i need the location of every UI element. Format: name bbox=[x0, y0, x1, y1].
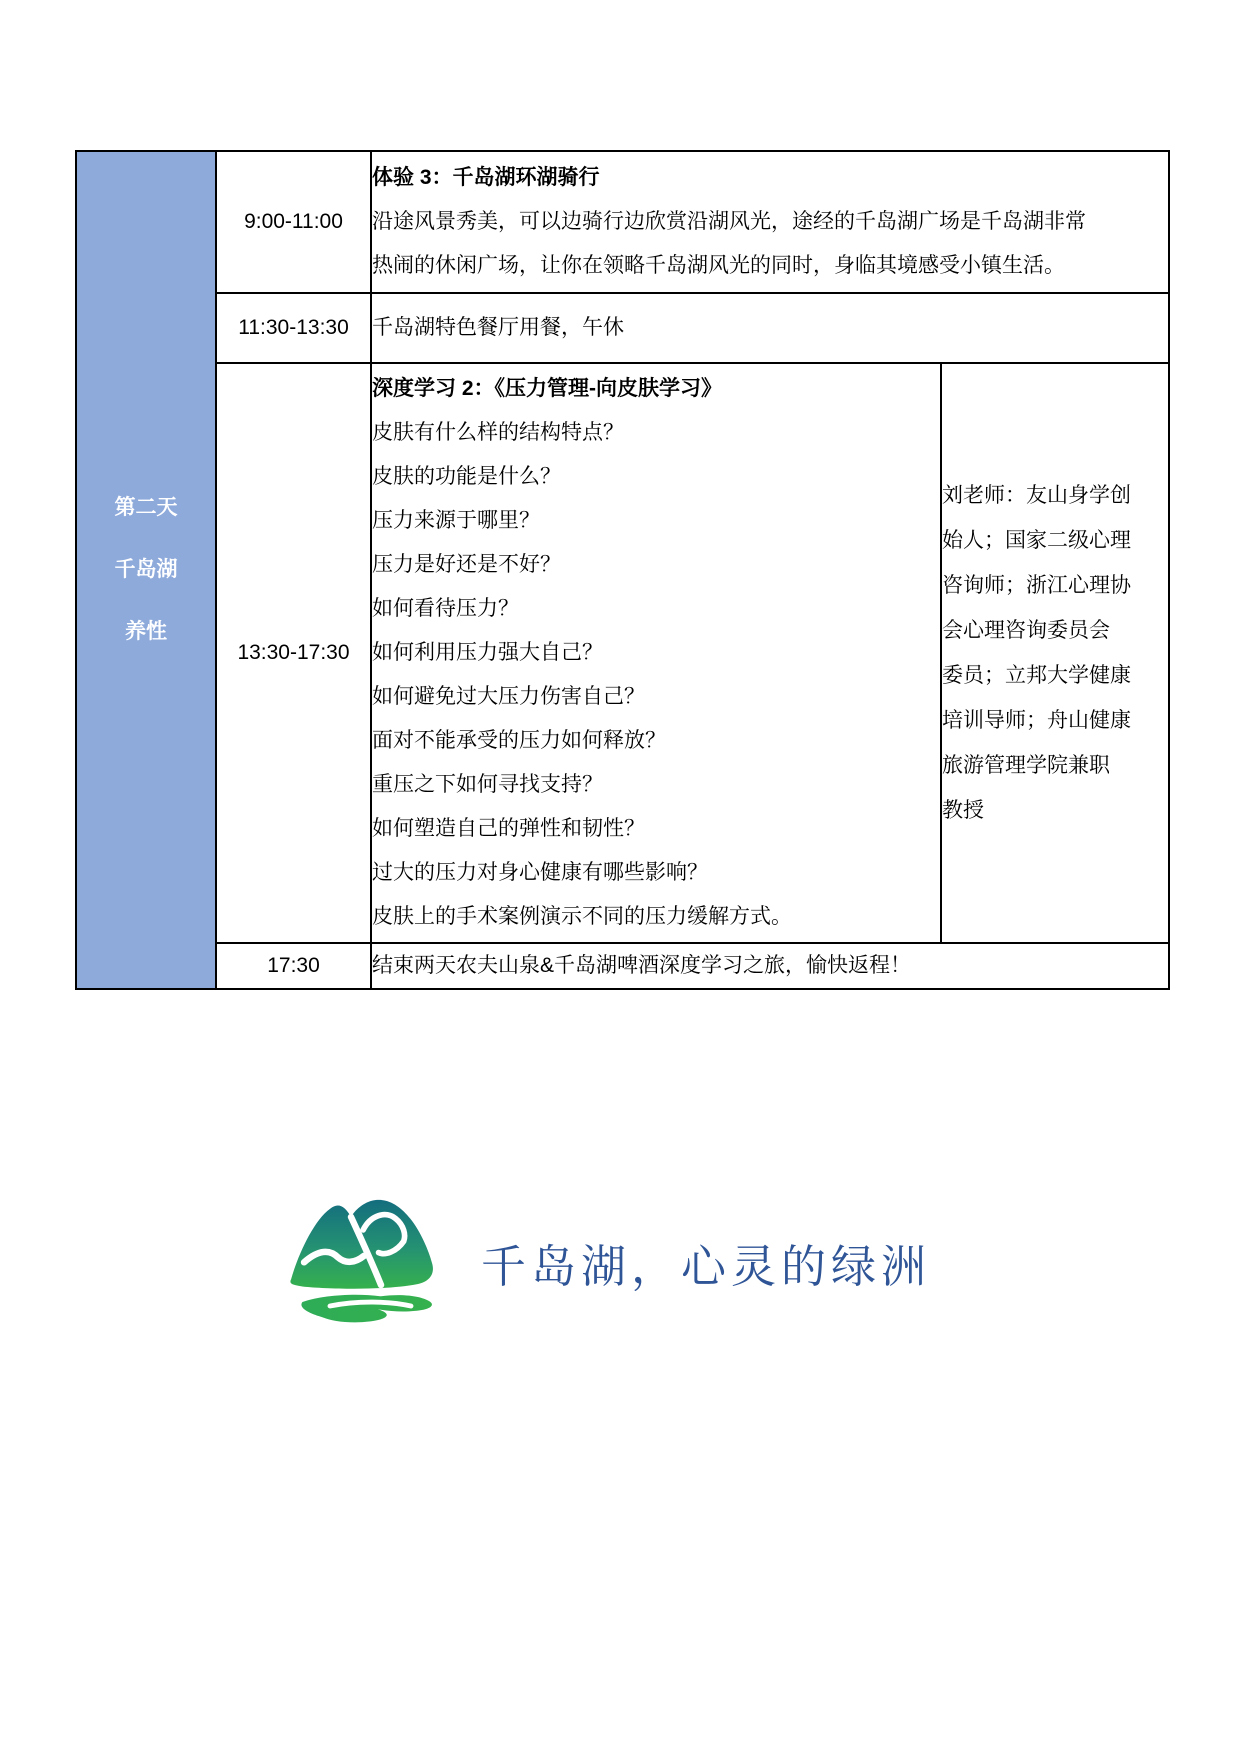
table-row-departure bbox=[76, 943, 1169, 989]
question-line: 皮肤上的手术案例演示不同的压力缓解方式。 bbox=[372, 905, 792, 928]
instructor-line: 教授 bbox=[942, 799, 984, 822]
itinerary-table bbox=[75, 150, 1170, 990]
question-line: 皮肤的功能是什么？ bbox=[372, 465, 561, 488]
day-label-line: 千岛湖 bbox=[114, 558, 178, 581]
activity-cell-deep-learning bbox=[371, 363, 941, 943]
instructor-cell bbox=[941, 363, 1169, 943]
time-cell: 9:00-11:00 bbox=[216, 151, 371, 293]
table-row-lunch bbox=[76, 293, 1169, 363]
table-row-afternoon bbox=[76, 363, 1169, 943]
time-cell: 11:30-13:30 bbox=[216, 293, 371, 363]
time-cell: 17:30 bbox=[216, 943, 371, 989]
question-line: 面对不能承受的压力如何释放？ bbox=[372, 729, 666, 752]
activity-title: 深度学习 2：《压力管理-向皮肤学习》 bbox=[372, 377, 723, 400]
activity-title: 体验 3：千岛湖环湖骑行 bbox=[372, 166, 600, 189]
instructor-line: 会心理咨询委员会 bbox=[942, 619, 1110, 642]
footer-logo-block bbox=[283, 1178, 931, 1332]
activity-cell-lunch bbox=[371, 293, 1169, 363]
instructor-line: 培训导师；舟山健康 bbox=[942, 709, 1131, 732]
question-line: 如何塑造自己的弹性和韧性？ bbox=[372, 817, 645, 840]
slogan-text: 千岛湖，心灵的绿洲 bbox=[481, 1241, 932, 1292]
day-label-line: 第二天 bbox=[114, 496, 178, 519]
question-line: 如何利用压力强大自己？ bbox=[372, 641, 603, 664]
instructor-line: 委员；立邦大学健康 bbox=[942, 664, 1131, 687]
activity-cell-cycling bbox=[371, 151, 1169, 293]
instructor-line: 刘老师：友山身学创 bbox=[942, 484, 1131, 507]
day-cell bbox=[76, 151, 216, 989]
mountain-lake-logo-icon bbox=[283, 1178, 445, 1332]
question-line: 皮肤有什么样的结构特点？ bbox=[372, 421, 624, 444]
question-line: 如何避免过大压力伤害自己？ bbox=[372, 685, 645, 708]
question-line: 如何看待压力？ bbox=[372, 597, 519, 620]
question-line: 过大的压力对身心健康有哪些影响？ bbox=[372, 861, 708, 884]
instructor-line: 始人；国家二级心理 bbox=[942, 529, 1131, 552]
activity-description-line: 千岛湖特色餐厅用餐，午休 bbox=[372, 316, 624, 339]
instructor-line: 咨询师；浙江心理协 bbox=[942, 574, 1131, 597]
day-label-line: 养性 bbox=[125, 620, 167, 643]
question-line: 重压之下如何寻找支持？ bbox=[372, 773, 603, 796]
activity-description-line: 热闹的休闲广场，让你在领略千岛湖风光的同时，身临其境感受小镇生活。 bbox=[372, 254, 1065, 277]
activity-description-line: 沿途风景秀美，可以边骑行边欣赏沿湖风光，途经的千岛湖广场是千岛湖非常 bbox=[372, 210, 1086, 233]
question-line: 压力来源于哪里？ bbox=[372, 509, 540, 532]
activity-cell-departure bbox=[371, 943, 1169, 989]
activity-description-line: 结束两天农夫山泉&千岛湖啤酒深度学习之旅，愉快返程！ bbox=[372, 954, 912, 977]
question-line: 压力是好还是不好？ bbox=[372, 553, 561, 576]
table-row-morning bbox=[76, 151, 1169, 293]
instructor-line: 旅游管理学院兼职 bbox=[942, 754, 1110, 777]
time-cell: 13:30-17:30 bbox=[216, 363, 371, 943]
